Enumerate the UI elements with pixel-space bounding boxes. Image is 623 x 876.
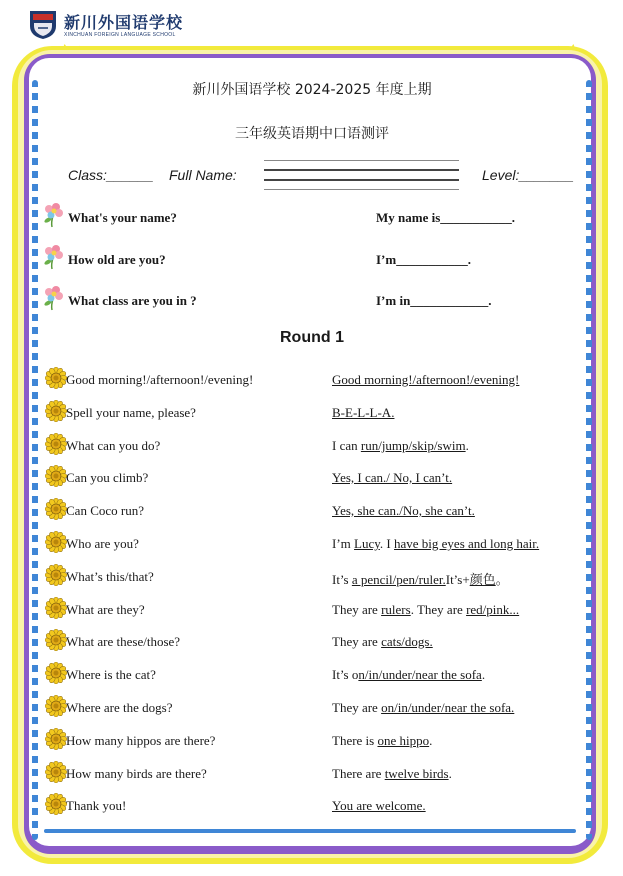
- answer-key-segment: B-E-L-L-A.: [332, 405, 395, 420]
- sunflower-icon: [45, 465, 67, 487]
- round-answer: [332, 470, 452, 486]
- answer-text-segment: . They are: [410, 602, 467, 617]
- answer-text-segment: It’s+: [445, 572, 470, 587]
- round-answer: [332, 372, 519, 388]
- round-answer: [332, 602, 519, 618]
- class-label: Class:______: [68, 167, 154, 183]
- answer-text-segment: They are: [332, 602, 382, 617]
- round-question: Spell your name, please?: [66, 405, 196, 420]
- round-question: How many hippos are there?: [66, 733, 216, 748]
- answer-text-segment: I can: [332, 438, 361, 453]
- flower-icon: [42, 244, 66, 270]
- round-answer: [332, 766, 452, 782]
- sunflower-icon: [45, 531, 67, 553]
- round-question: Can Coco run?: [66, 503, 144, 518]
- answer-key-segment: a pencil/pen/ruler.: [351, 572, 446, 587]
- round-row: [38, 569, 586, 593]
- answer-key-segment: Yes, I can./ No, I can’t.: [332, 470, 453, 485]
- answer-key-segment: n/in/under/near the sofa: [358, 667, 482, 682]
- answer-key-segment: Good morning!/afternoon!/evening!: [332, 372, 520, 387]
- answer-text-segment: There are: [332, 766, 385, 781]
- round-question: Good morning!/afternoon!/evening!: [66, 372, 254, 387]
- round-answer: [332, 536, 539, 552]
- sunflower-icon: [45, 367, 67, 389]
- flower-icon: [42, 285, 66, 311]
- round-question: Can you climb?: [66, 470, 149, 485]
- school-name-cn: 新川外国语学校: [64, 13, 184, 32]
- intro-question-text: What's your name?: [68, 210, 177, 225]
- sunflower-icon: [45, 597, 67, 619]
- round-question: Where are the dogs?: [66, 700, 173, 715]
- intro-answer-text: I’m in____________.: [376, 293, 492, 308]
- round-answer: [332, 438, 469, 454]
- answer-text-segment: They are: [332, 634, 382, 649]
- flower-icon: [42, 202, 66, 228]
- name-writing-lines: [264, 160, 459, 198]
- answer-text-segment: .: [481, 667, 486, 682]
- answer-key-segment: on/in/under/near the sofa.: [381, 700, 515, 715]
- intro-question-row: [38, 202, 586, 228]
- intro-question-text: How old are you?: [68, 252, 166, 267]
- answer-key-segment: red/pink...: [466, 602, 520, 617]
- round-row: [38, 766, 586, 790]
- sunflower-icon: [45, 728, 67, 750]
- round-row: [38, 700, 586, 724]
- answer-key-segment: run/jump/skip/swim: [360, 438, 466, 453]
- school-name-en: XINCHUAN FOREIGN LANGUAGE SCHOOL: [64, 32, 176, 38]
- intro-answer-text: My name is___________.: [376, 210, 516, 225]
- answer-key-segment: rulers: [381, 602, 411, 617]
- sunflower-icon: [45, 629, 67, 651]
- round-answer: [332, 798, 426, 814]
- sunflower-icon: [45, 761, 67, 783]
- answer-key-segment: You are welcome.: [332, 798, 426, 813]
- page-subtitle: 三年级英语期中口语测评: [235, 126, 389, 142]
- round-answer: [332, 634, 433, 650]
- sunflower-icon: [45, 498, 67, 520]
- round-row: [38, 634, 586, 658]
- sunflower-icon: [45, 564, 67, 586]
- round-answer: [332, 503, 475, 519]
- level-label: Level:_______: [482, 167, 574, 183]
- full-name-label: Full Name:: [169, 167, 237, 183]
- round-question: What are these/those?: [66, 634, 181, 649]
- round-answer: [332, 569, 509, 588]
- answer-key-segment: cats/dogs.: [381, 634, 433, 649]
- answer-text-segment: It’s: [332, 572, 352, 587]
- round-question: Thank you!: [66, 798, 127, 813]
- round-row: [38, 405, 586, 429]
- answer-text-segment: They are: [332, 700, 382, 715]
- answer-text-segment: It’s o: [332, 667, 359, 682]
- intro-question-text: What class are you in ?: [68, 293, 197, 308]
- school-shield-icon: [28, 8, 58, 40]
- round-question: What are they?: [66, 602, 145, 617]
- round-row: [38, 733, 586, 757]
- school-logo: [28, 8, 218, 42]
- answer-text-segment: There is: [332, 733, 378, 748]
- round-answer: [332, 700, 514, 716]
- round-answer: [332, 405, 394, 421]
- round-row: [38, 438, 586, 462]
- sunflower-icon: [45, 400, 67, 422]
- answer-key-segment: 颜色: [469, 572, 496, 587]
- page-title: 新川外国语学校 2024-2025 年度上期: [192, 82, 432, 98]
- sunflower-icon: [45, 433, 67, 455]
- round-answer: [332, 733, 432, 749]
- answer-key-segment: have big eyes and long hair.: [394, 536, 540, 551]
- round-row: [38, 798, 586, 822]
- answer-key-segment: Lucy: [354, 536, 380, 551]
- answer-text-segment: .: [429, 733, 433, 748]
- round-answer: [332, 667, 485, 683]
- round-question: Where is the cat?: [66, 667, 156, 682]
- answer-text-segment: .: [465, 438, 469, 453]
- round-title: Round 1: [280, 329, 344, 346]
- round-row: [38, 503, 586, 527]
- answer-text-segment: 。: [495, 572, 509, 587]
- sunflower-icon: [45, 662, 67, 684]
- intro-question-row: [38, 285, 586, 311]
- answer-text-segment: I’m: [332, 536, 355, 551]
- answer-key-segment: Yes, she can./No, she can’t.: [332, 503, 475, 518]
- sunflower-icon: [45, 793, 67, 815]
- round-row: [38, 602, 586, 626]
- round-row: [38, 470, 586, 494]
- intro-answer-text: I’m___________.: [376, 252, 471, 267]
- worksheet-page: [38, 66, 586, 836]
- sunflower-icon: [45, 695, 67, 717]
- round-question: What’s this/that?: [66, 569, 154, 584]
- intro-question-row: [38, 244, 586, 270]
- frame-bottom-line: [44, 829, 576, 833]
- answer-text-segment: . I: [379, 536, 394, 551]
- round-row: [38, 536, 586, 560]
- frame-dashes-right: [586, 80, 592, 840]
- round-question: How many birds are there?: [66, 766, 207, 781]
- round-row: [38, 667, 586, 691]
- round-row: [38, 372, 586, 396]
- round-question: Who are you?: [66, 536, 139, 551]
- round-question: What can you do?: [66, 438, 161, 453]
- answer-key-segment: one hippo: [377, 733, 430, 748]
- answer-text-segment: .: [448, 766, 452, 781]
- answer-key-segment: twelve birds: [384, 766, 449, 781]
